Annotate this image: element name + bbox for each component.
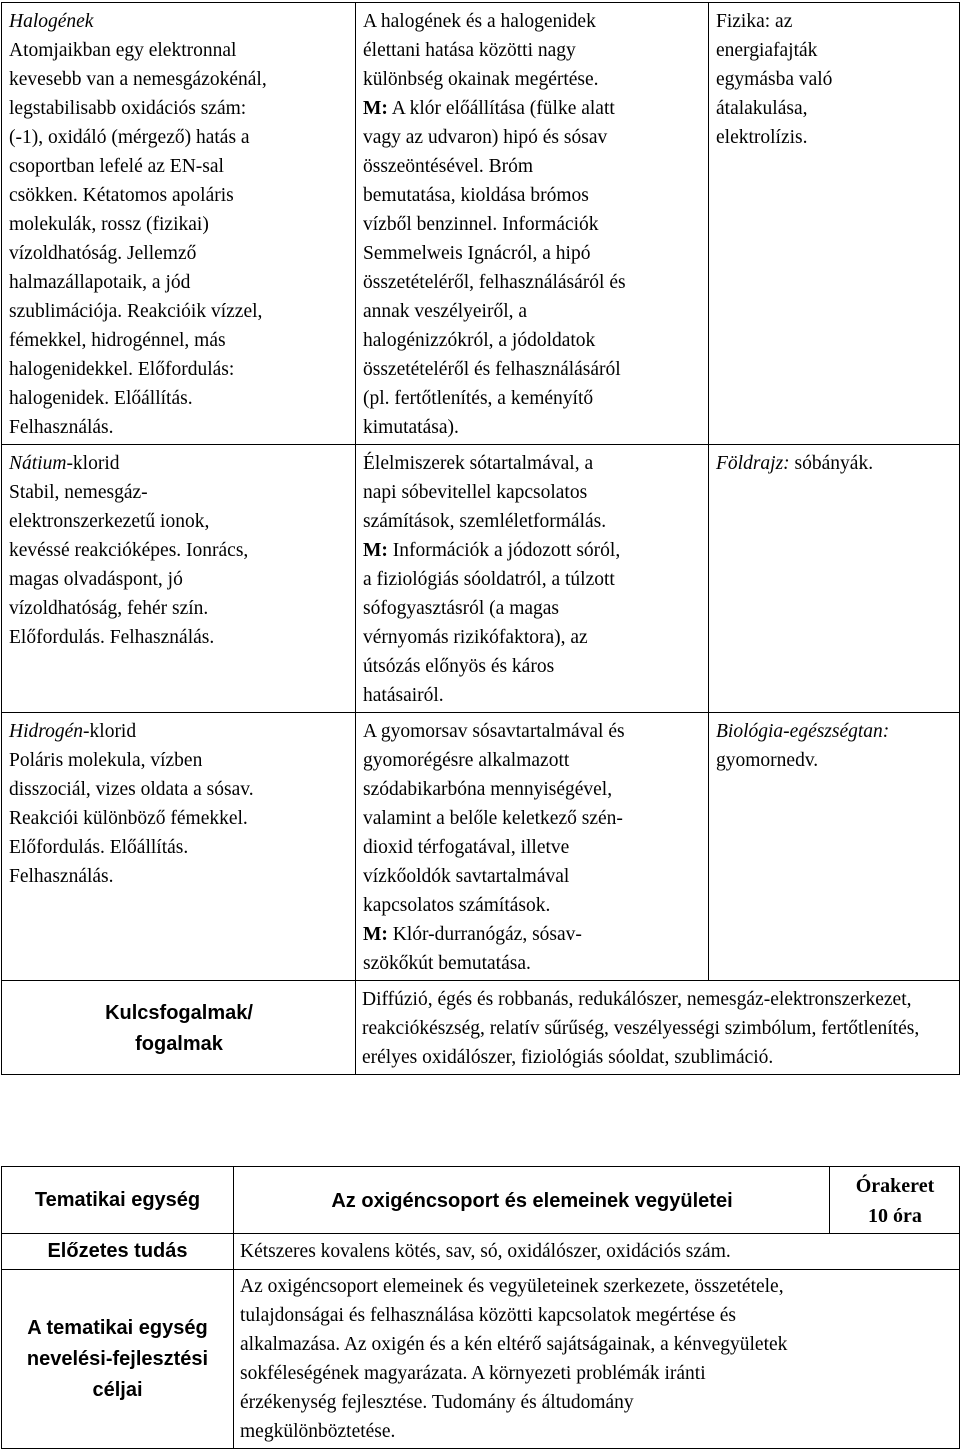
text-line: gyomornedv. [716, 750, 819, 771]
content-cell [2, 713, 356, 981]
text-line: erélyes oxidálószer, fiziológiás sóoldat, szublimáció. [362, 1047, 774, 1068]
content-lines [9, 36, 349, 442]
text-line: halogénizzókról, a jódoldatok [363, 330, 596, 351]
text-line: vízből benzinnel. Információk [363, 214, 599, 235]
text-line: élettani hatása közötti nagy [363, 40, 576, 61]
text-line: halogenidek. Előállítás. [9, 388, 193, 409]
text-line: vízoldhatóság, fehér szín. [9, 598, 209, 619]
key-concepts-text [356, 981, 960, 1075]
topic-title-suffix: -klorid [66, 453, 120, 474]
subject-name: Biológia-egészségtan: [716, 721, 890, 742]
text-line: Felhasználás. [9, 417, 114, 438]
text-line [363, 94, 702, 123]
key-concepts-row [2, 981, 960, 1075]
text-line: (pl. fertőtlenítés, a keményítő [363, 388, 594, 409]
text-line: Poláris molekula, vízben [9, 750, 203, 771]
text-line: halogenidekkel. Előfordulás: [9, 359, 235, 380]
goals-label-line: céljai [92, 1378, 143, 1401]
curriculum-table [1, 2, 960, 1075]
text-line: A halogének és a halogenidek [363, 11, 596, 32]
text-line: útsózás előnyös és káros [363, 656, 555, 677]
hours-cell [830, 1167, 960, 1234]
text-line: (-1), oxidáló (mérgező) hatás a [9, 127, 250, 148]
text-line: Élelmiszerek sótartalmával, a [363, 453, 594, 474]
text-line: dioxid térfogatával, illetve [363, 837, 570, 858]
key-concepts-label-line: Kulcsfogalmak/ [105, 1001, 253, 1024]
text-line: reakciókészség, relatív sűrűség, veszélyességi szimbólum, fertőtlenítés, [362, 1018, 920, 1039]
text-line: kevéssé reakcióképes. Ionrács, [9, 540, 249, 561]
hours-label: Órakeret [855, 1175, 935, 1197]
text-line: átalakulása, [716, 98, 808, 119]
text-line: különbség okainak megértése. [363, 69, 599, 90]
text-line: egymásba való [716, 69, 833, 90]
text-line: vérnyomás rizikófaktora), az [363, 627, 588, 648]
activities-cell [356, 445, 709, 713]
goals-label-line: nevelési-fejlesztési [26, 1347, 209, 1370]
text-line: elektrolízis. [716, 127, 808, 148]
text-span: Információk a jódozott sóról, [387, 540, 621, 561]
text-line: fémekkel, hidrogénnel, más [9, 330, 226, 351]
text-line: halmazállapotaik, a jód [9, 272, 191, 293]
text-line: valamint a belőle keletkező szén- [363, 808, 623, 829]
unit-header-row [2, 1167, 960, 1234]
text-span: Klór-durranógáz, sósav- [387, 924, 582, 945]
topic-title-italic: Nátium [9, 453, 67, 474]
text-line: magas olvadáspont, jó [9, 569, 183, 590]
text-span: A klór előállítása (fülke alatt [387, 98, 615, 119]
subject-name: Földrajz: [716, 453, 790, 474]
topic-title-suffix: -klorid [83, 721, 137, 742]
text-line: Az oxigéncsoport elemeinek és vegyületeinek szerkezete, összetétele, [240, 1276, 784, 1297]
topic-title: Halogének [9, 11, 94, 32]
demo-marker: M: [363, 98, 388, 119]
text-line: sófogyasztásról (a magas [363, 598, 560, 619]
goals-label [2, 1270, 234, 1449]
table-row [2, 713, 960, 981]
links-cell [709, 3, 960, 445]
text-line: Reakciói különböző fémekkel. [9, 808, 248, 829]
key-concepts-label [2, 981, 356, 1075]
goals-label-line: A tematikai egység [27, 1316, 208, 1339]
text-line: kimutatása). [363, 417, 459, 438]
text-line [716, 449, 953, 478]
content-cell [2, 3, 356, 445]
topic-title [9, 449, 349, 478]
table-row [2, 3, 960, 445]
text-line: összeöntésével. Bróm [363, 156, 534, 177]
text-line: annak veszélyeiről, a [363, 301, 528, 322]
text-line: Stabil, nemesgáz- [9, 482, 148, 503]
table-row [2, 445, 960, 713]
unit-label: Tematikai egység [2, 1167, 234, 1234]
text-line [363, 920, 702, 949]
text-line: Diffúzió, égés és robbanás, redukálószer, nemesgáz-elektronszerkezet, [362, 989, 912, 1010]
text-line: Fizika: az [716, 11, 793, 32]
text-line: energiafajták [716, 40, 818, 61]
text-line: bemutatása, kioldása brómos [363, 185, 589, 206]
text-line: kevesebb van a nemesgázokénál, [9, 69, 267, 90]
activities-cell [356, 713, 709, 981]
text-line: tulajdonságai és felhasználása közötti kapcsolatok megértése és [240, 1305, 736, 1326]
text-line: csökken. Kétatomos apoláris [9, 185, 234, 206]
text-line: Semmelweis Ignácról, a hipó [363, 243, 591, 264]
text-line: Előfordulás. Előállítás. [9, 837, 189, 858]
text-line: molekulák, rossz (fizikai) [9, 214, 209, 235]
topic-title [9, 717, 349, 746]
text-line: érzékenység fejlesztése. Tudomány és áltudomány [240, 1392, 634, 1413]
text-line: gyomorégésre alkalmazott [363, 750, 570, 771]
demo-marker: M: [363, 540, 388, 561]
text-line: legstabilisabb oxidációs szám: [9, 98, 247, 119]
activities-cell [356, 3, 709, 445]
text-line [363, 536, 702, 565]
text-line: megkülönböztetése. [240, 1421, 396, 1442]
text-line: Előfordulás. Felhasználás. [9, 627, 215, 648]
topic-title-italic: Hidrogén [9, 721, 84, 742]
text-line: csoportban lefelé az EN-sal [9, 156, 224, 177]
text-line: hatásairól. [363, 685, 444, 706]
text-line: vízkőoldók savtartalmával [363, 866, 570, 887]
text-line: A gyomorsav sósavtartalmával és [363, 721, 625, 742]
text-span: sóbányák. [789, 453, 874, 474]
prereq-row [2, 1234, 960, 1270]
text-line: összetételéről és felhasználásáról [363, 359, 621, 380]
text-line: szublimációja. Reakcióik vízzel, [9, 301, 263, 322]
demo-marker: M: [363, 924, 388, 945]
text-line: disszociál, vizes oldata a sósav. [9, 779, 254, 800]
text-line: vízoldhatóság. Jellemző [9, 243, 197, 264]
text-line: vagy az udvaron) hipó és sósav [363, 127, 608, 148]
unit-table [1, 1166, 960, 1449]
text-line: alkalmazása. Az oxigén és a kén eltérő sajátságainak, a kénvegyületek [240, 1334, 788, 1355]
text-line: szökőkút bemutatása. [363, 953, 531, 974]
text-line: napi sóbevitellel kapcsolatos [363, 482, 588, 503]
goals-text [234, 1270, 960, 1449]
content-cell [2, 445, 356, 713]
hours-value: 10 óra [868, 1205, 922, 1227]
text-line: Felhasználás. [9, 866, 114, 887]
text-line: elektronszerkezetű ionok, [9, 511, 210, 532]
goals-row [2, 1270, 960, 1449]
text-line: összetételéről, felhasználásáról és [363, 272, 626, 293]
spacer [9, 652, 349, 681]
text-line: a fiziológiás sóoldatról, a túlzott [363, 569, 615, 590]
unit-title: Az oxigéncsoport és elemeinek vegyületei [234, 1167, 830, 1234]
text-line: sokféleségének magyarázata. A környezeti problémák iránti [240, 1363, 706, 1384]
text-line: szódabikarbóna mennyiségével, [363, 779, 613, 800]
prereq-text: Kétszeres kovalens kötés, sav, só, oxidálószer, oxidációs szám. [234, 1234, 960, 1270]
text-line: Atomjaikban egy elektronnal [9, 40, 237, 61]
text-line: kapcsolatos számítások. [363, 895, 551, 916]
prereq-label: Előzetes tudás [2, 1234, 234, 1270]
text-line: számítások, szemléletformálás. [363, 511, 607, 532]
key-concepts-label-line: fogalmak [135, 1032, 223, 1055]
links-cell [709, 445, 960, 713]
links-cell [709, 713, 960, 981]
